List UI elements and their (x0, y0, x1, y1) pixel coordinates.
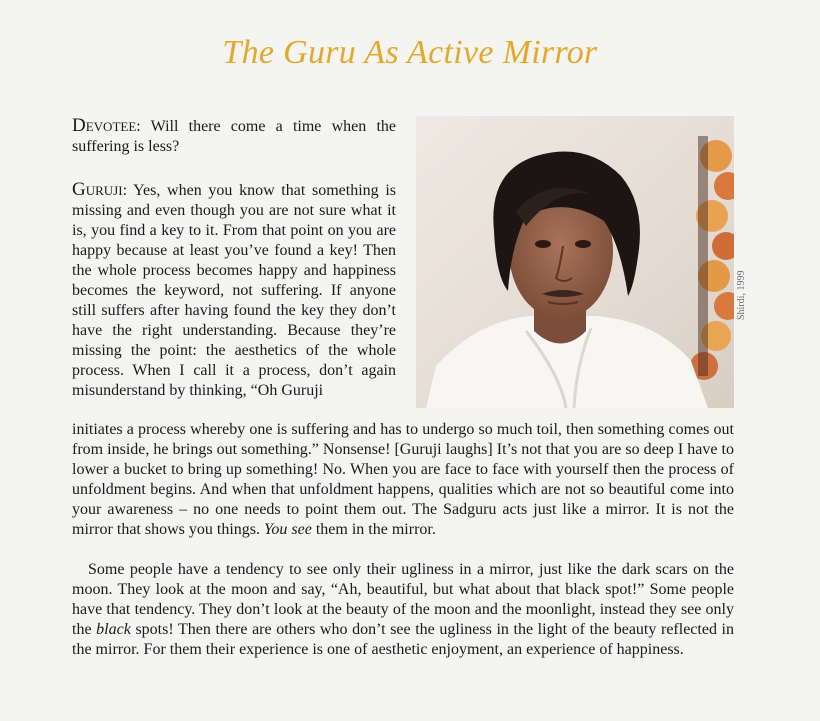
guruji-answer-start (72, 180, 396, 401)
paragraph2-part2: spots! Then there are others who don’t see the ugliness in the light of the beauty reflected in the mirror. For them their experience is one of aesthetic enjoyment, an experience of happiness. (72, 621, 735, 658)
second-paragraph (72, 560, 734, 660)
guruji-full-text: initiates a process whereby one is suffering and has to undergo so much toil, then something comes out from inside, he brings out something.” Nonsense! [Guruji laughs] It’s not that you are so deep I have to lower a bucket to bring up something! No. When you are face to face with yourself then the process of unfoldment begins. And when that unfoldment happens, qualities which are not so beautiful come into your awareness – no one needs to point them out. The Sadguru acts just like a mirror. It is not the mirror that shows you things. (72, 421, 734, 538)
emphasis-black: black (96, 621, 131, 638)
guruji-photo (416, 116, 734, 408)
devotee-text: : Will there come a time when the suffering is less? (72, 118, 396, 155)
guruji-speaker: Guruji (72, 179, 123, 200)
page-title: The Guru As Active Mirror (222, 34, 598, 71)
guruji-end-text: them in the mirror. (311, 521, 436, 538)
portrait-image (416, 116, 734, 408)
guruji-answer-continued (72, 420, 734, 540)
devotee-speaker: Devotee (72, 115, 137, 136)
guruji-left-text: : Yes, when you know that something is missing and even though you are not sure what it is, you find a key to it. From that point on you are happy because at least you’ve found a key! Then the whole process becomes happy and happiness becomes the keyword, not suffering. If anyone still suffers after having found the key they don’t have the right understanding. Because they’re missing the point: the aesthetics of the whole process. When I call it a process, don’t again misunderstand by thinking, “Oh Guruji (72, 182, 396, 399)
emphasis-you-see: You see (264, 521, 312, 538)
paragraph2-part1: Some people have a tendency to see only their ugliness in a mirror, just like the dark scars on the moon. They look at the moon and say, “Ah, beautiful, but what about that black spot!” Some people have that tendency. They don’t look at the beauty of the moon and the moonlight, instead they see only the (72, 561, 734, 638)
photo-caption: Shirdi, 1999 (736, 270, 747, 320)
devotee-question (72, 116, 396, 157)
